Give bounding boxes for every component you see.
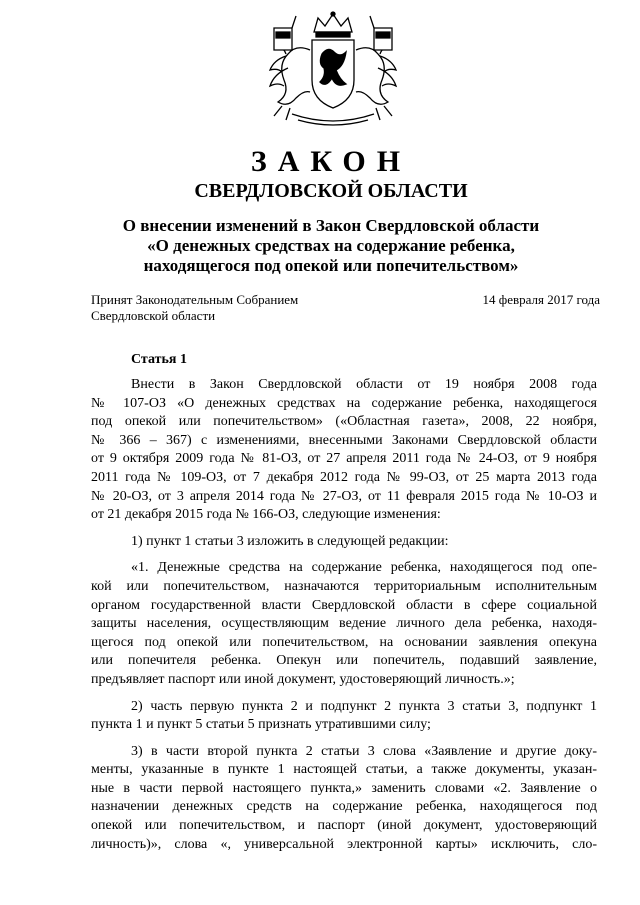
title-line: «О денежных средствах на содержание ребенка, <box>147 236 515 255</box>
paragraph-line: кой или попечительством, назначаются территориальным исполнительным <box>91 578 597 594</box>
adoption-date: 14 февраля 2017 года <box>482 292 600 307</box>
paragraph-line: Внести в Закон Свердловской области от 19 ноября 2008 года <box>131 377 597 392</box>
paragraph-line: опекой или попечительством, и паспорт (иной документ, удостоверяющий <box>91 818 597 834</box>
paragraph-line: № 366 – 367) с изменениями, внесенными Законами Свердловской области <box>91 432 597 448</box>
paragraph-line: № 107-ОЗ «О денежных средствах на содержание ребенка, находящегося <box>91 395 597 411</box>
paragraph-line: щегося под опекой или попечительством, на основании заявления опекуна <box>91 634 597 650</box>
paragraph-line: № 20-ОЗ, от 3 апреля 2014 года № 27-ОЗ, от 11 февраля 2015 года № 10-ОЗ и <box>91 488 597 504</box>
paragraph-line: или попечителя ребенка. Опекун или попечитель, подавший заявление, <box>91 653 597 669</box>
paragraph-line: защиты населения, осуществляющим ведение личного дела ребенка, находя- <box>91 616 597 632</box>
paragraph-line: под опекой или попечительством» («Областная газета», 2008, 22 ноября, <box>91 414 597 430</box>
paragraph-line: менты, указанные в пункте 1 настоящей статьи, а также документы, указан- <box>91 762 597 778</box>
paragraph-line: 1) пункт 1 статьи 3 изложить в следующей редакции: <box>131 533 449 549</box>
title-line: О внесении изменений в Закон Свердловской области <box>122 216 540 235</box>
adoption-line: Свердловской области <box>91 308 216 323</box>
paragraph <box>91 698 597 735</box>
coat-of-arms-emblem <box>262 10 404 126</box>
paragraph <box>91 376 597 525</box>
title-line: находящегося под опекой или попечительством» <box>143 256 519 275</box>
article-body <box>91 376 597 862</box>
law-heading: ЗАКОН <box>250 145 412 178</box>
paragraph-line: пункта 1 и пункт 5 статьи 5 признать утратившими силу; <box>91 717 431 733</box>
paragraph-line: ные в части первой настоящего пункта,» заменить словами «2. Заявление о <box>91 780 597 796</box>
paragraph-line: личность)», слова «, универсальной электронной карты» исключить, сло- <box>91 836 597 852</box>
paragraph-line: предъявляет паспорт или иной документ, удостоверяющий личность.»; <box>91 671 515 687</box>
paragraph <box>91 743 597 855</box>
paragraph-line: «1. Денежные средства на содержание ребенка, находящегося под опе- <box>131 560 597 576</box>
paragraph-line: от 9 октября 2009 года № 81-ОЗ, от 27 апреля 2011 года № 24-ОЗ, от 9 ноября <box>91 451 597 467</box>
article-heading: Статья 1 <box>131 352 187 367</box>
paragraph-line: от 21 декабря 2015 года № 166-ОЗ, следующие изменения: <box>91 507 441 523</box>
paragraph-line: 3) в части второй пункта 2 статьи 3 слова «Заявление и другие доку- <box>131 743 597 759</box>
paragraph <box>91 533 597 552</box>
paragraph-line: назначении денежных средств на содержание ребенка, находящегося под <box>91 799 597 815</box>
paragraph-line: органом государственной власти Свердловской области в сфере социальной <box>91 597 597 613</box>
adoption-line: Принят Законодательным Собранием <box>91 292 299 307</box>
document-title <box>0 216 640 276</box>
adoption-authority <box>91 292 298 324</box>
region-heading: СВЕРДЛОВСКОЙ ОБЛАСТИ <box>194 180 468 202</box>
paragraph <box>91 559 597 689</box>
paragraph-line: 2011 года № 109-ОЗ, от 7 декабря 2012 года № 99-ОЗ, от 25 марта 2013 года <box>91 469 597 485</box>
paragraph-line: 2) часть первую пункта 2 и подпункт 2 пункта 3 статьи 3, подпункт 1 <box>131 698 597 714</box>
